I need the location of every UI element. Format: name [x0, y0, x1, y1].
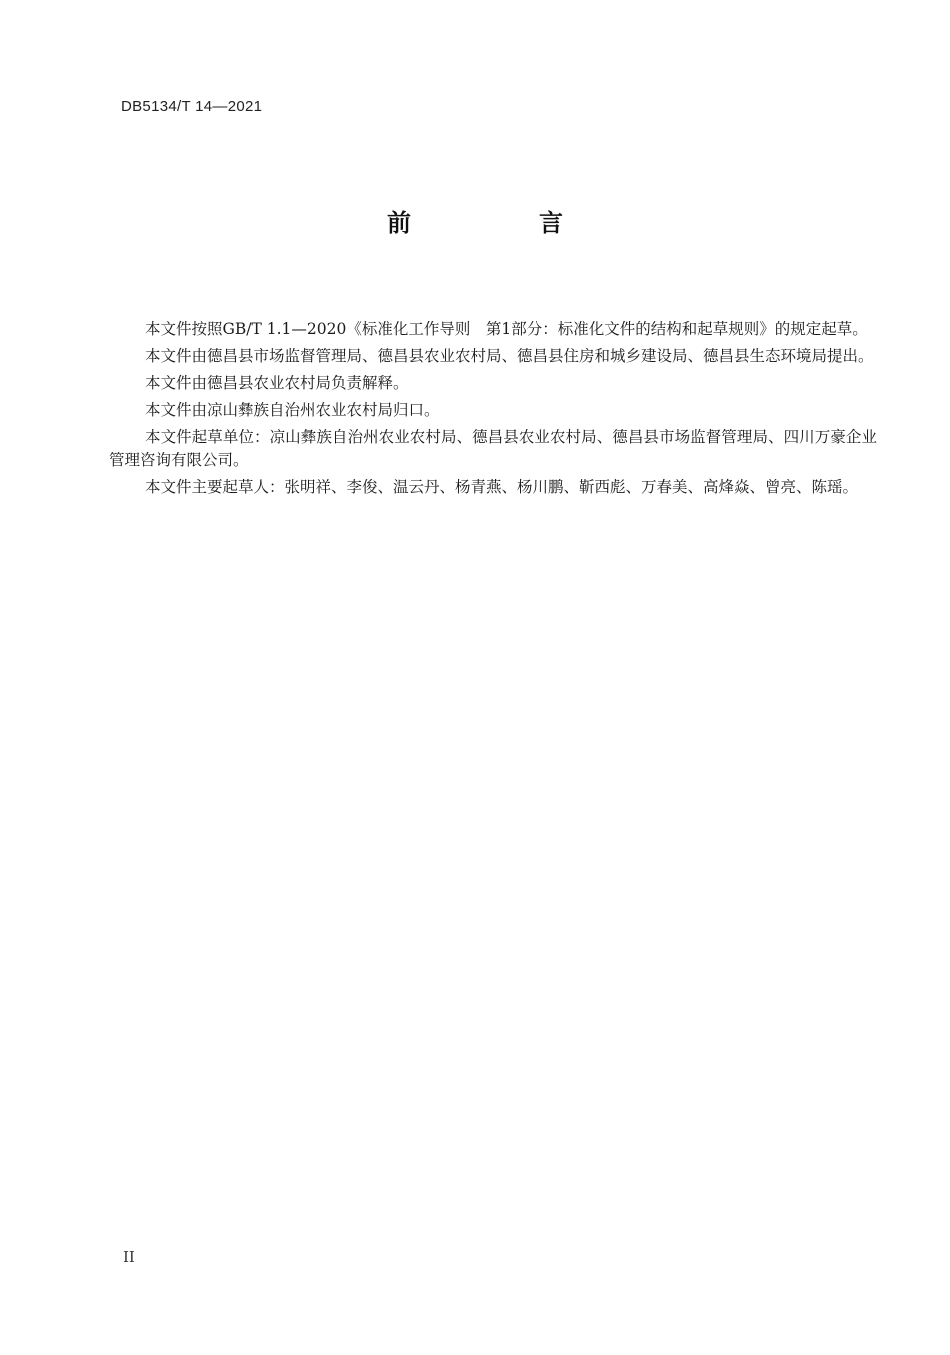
- paragraph-interpreter: 本文件由德昌县农业农村局负责解释。: [145, 374, 409, 392]
- document-number: DB5134/T 14—2021: [121, 98, 263, 115]
- paragraph-drafting-units: 本文件起草单位：凉山彝族自治州农业农村局、德昌县农业农村局、德昌县市场监督管理局、四川万豪企业管理咨询有限公司。: [109, 428, 877, 469]
- paragraph-drafters: 本文件主要起草人：张明祥、李俊、温云丹、杨青燕、杨川鹏、靳西彪、万春美、高烽焱、曾亮、陈瑶。: [145, 478, 859, 496]
- page-title: 前 言: [387, 209, 615, 237]
- page-number: II: [123, 1248, 135, 1266]
- foreword-body: [109, 318, 877, 503]
- paragraph-drafting-rule: 本文件按照GB/T 1.1—2020《标准化工作导则 第1部分：标准化文件的结构和起草规则》的规定起草。: [145, 320, 868, 338]
- paragraph-administrator: 本文件由凉山彝族自治州农业农村局归口。: [145, 401, 440, 419]
- paragraph-proposer: 本文件由德昌县市场监督管理局、德昌县农业农村局、德昌县住房和城乡建设局、德昌县生态环境局提出。: [145, 347, 874, 365]
